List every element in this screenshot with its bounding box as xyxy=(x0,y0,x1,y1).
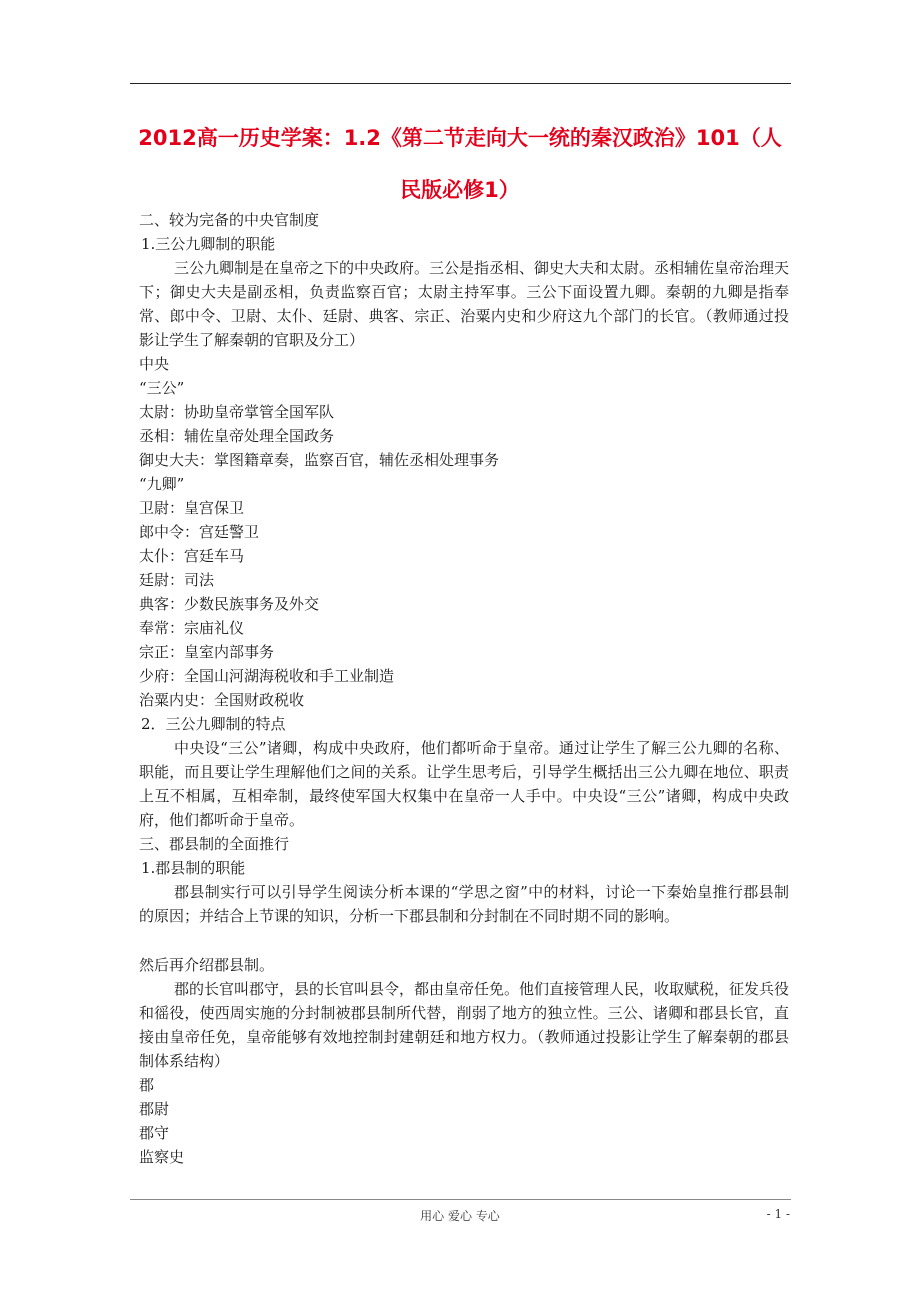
text-line: 宗正：皇室内部事务 xyxy=(139,643,275,661)
page-number: - 1 - xyxy=(766,1207,790,1221)
document-title: 2012高一历史学案：1.2《第二节走向大一统的秦汉政治》101（人民版必修1） xyxy=(138,126,782,202)
text-line: “九卿” xyxy=(139,475,185,493)
text-line: 卫尉：皇宫保卫 xyxy=(139,499,245,517)
text-line: 郡守 xyxy=(139,1124,170,1142)
document-body xyxy=(139,208,789,1169)
text-line: 监察史 xyxy=(139,1148,185,1166)
text-line: 御史大夫：掌图籍章奏，监察百官，辅佐丞相处理事务 xyxy=(139,451,500,469)
text-line: 治粟内史：全国财政税收 xyxy=(139,691,305,709)
text-line: 典客：少数民族事务及外交 xyxy=(139,595,320,613)
paragraph: 郡的长官叫郡守，县的长官叫县令，都由皇帝任免。他们直接管理人民，收取赋税，征发兵役和徭役，使西周实施的分封制被郡县制所代替，削弱了地方的独立性。三公、诸卿和郡县长官，直接由皇帝任免，皇帝能够有效地控制封建朝廷和地方权力。（教师通过投影让学生了解秦朝的郡县制体系结构） xyxy=(139,980,790,1070)
text-line: 2．三公九卿制的特点 xyxy=(141,715,286,733)
text-line: 太仆：宫廷车马 xyxy=(139,547,245,565)
header-rule xyxy=(130,83,791,84)
blank-line xyxy=(139,928,789,953)
paragraph: 中央设“三公”诸卿，构成中央政府，他们都听命于皇帝。通过让学生了解三公九卿的名称、职能，而且要让学生理解他们之间的关系。让学生思考后，引导学生概括出三公九卿在地位、职责上互不相属，互相牵制，最终使军国大权集中在皇帝一人手中。中央设“三公”诸卿，构成中央政府，他们都听命于皇帝。 xyxy=(139,739,789,829)
footer-motto: 用心 爱心 专心 xyxy=(420,1209,500,1223)
paragraph: 郡县制实行可以引导学生阅读分析本课的“学思之窗”中的材料，讨论一下秦始皇推行郡县制的原因；并结合上节课的知识，分析一下郡县制和分封制在不同时期不同的影响。 xyxy=(139,883,789,925)
text-line: 郡 xyxy=(139,1076,155,1094)
paragraph: 三公九卿制是在皇帝之下的中央政府。三公是指丞相、御史大夫和太尉。丞相辅佐皇帝治理天下；御史大夫是副丞相，负责监察百官；太尉主持军事。三公下面设置九卿。秦朝的九卿是指奉常、郎中令、卫尉、太仆、廷尉、典客、宗正、治粟内史和少府这九个部门的长官。（教师通过投影让学生了解秦朝的官职及分工） xyxy=(139,259,790,349)
text-line: 奉常：宗庙礼仪 xyxy=(139,619,245,637)
text-line: 1.三公九卿制的职能 xyxy=(141,235,276,253)
text-line: 郡尉 xyxy=(139,1100,170,1118)
text-line: 然后再介绍郡县制。 xyxy=(139,956,275,974)
text-line: 廷尉：司法 xyxy=(139,571,215,589)
text-line: 少府：全国山河湖海税收和手工业制造 xyxy=(139,667,395,685)
text-line: 丞相：辅佐皇帝处理全国政务 xyxy=(139,427,335,445)
text-line: 三、郡县制的全面推行 xyxy=(139,835,290,853)
text-line: 太尉：协助皇帝掌管全国军队 xyxy=(139,403,335,421)
footer-rule xyxy=(130,1199,791,1200)
text-line: “三公” xyxy=(139,379,185,397)
text-line: 郎中令：宫廷警卫 xyxy=(139,523,260,541)
text-line: 二、较为完备的中央官制度 xyxy=(139,211,320,229)
text-line: 中央 xyxy=(139,355,170,373)
text-line: 1.郡县制的职能 xyxy=(141,859,246,877)
